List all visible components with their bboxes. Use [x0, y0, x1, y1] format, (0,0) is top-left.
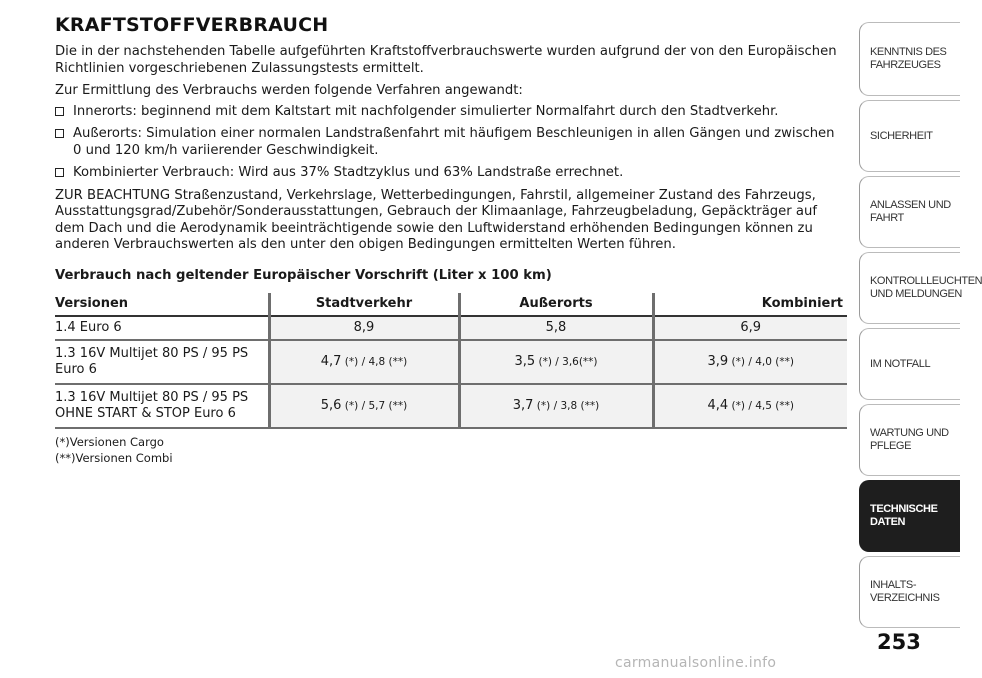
main-content	[55, 14, 847, 466]
footnote: (**)Versionen Combi	[55, 450, 173, 465]
version-cell: 1.3 16V Multijet 80 PS / 95 PS OHNE START & STOP Euro 6	[55, 384, 269, 428]
tab-kenntnis-des-fahrzeuges[interactable]: KENNTNIS DES FAHRZEUGES	[859, 22, 960, 96]
column-header-city: Stadtverkehr	[269, 293, 459, 316]
table-row	[55, 340, 847, 384]
column-header-combined: Kombiniert	[653, 293, 847, 316]
extra-urban-value: 3,5 (*) / 3,6(**)	[459, 340, 653, 384]
city-value: 4,7 (*) / 4,8 (**)	[269, 340, 459, 384]
table-title: Verbrauch nach geltender Europäischer Vorschrift (Liter x 100 km)	[55, 267, 552, 283]
table-row	[55, 316, 847, 340]
procedure-list	[55, 104, 847, 182]
watermark-text: carmanualsonline.info	[615, 655, 777, 671]
tab-kontrollleuchten[interactable]: KONTROLLLEUCHTEN UND MELDUNGEN	[859, 252, 960, 324]
column-header-extra-urban: Außerorts	[459, 293, 653, 316]
tab-sicherheit[interactable]: SICHERHEIT	[859, 100, 960, 172]
table-footnotes	[55, 434, 847, 466]
extra-urban-value: 5,8	[459, 316, 653, 340]
table-row	[55, 384, 847, 428]
tab-technische-daten[interactable]: TECHNISCHE DATEN	[859, 480, 960, 552]
list-item: Kombinierter Verbrauch: Wird aus 37% Stadtzyklus und 63% Landstraße errechnet.	[55, 165, 847, 182]
column-header-versions: Versionen	[55, 293, 269, 316]
procedures-intro: Zur Ermittlung des Verbrauchs werden folgende Verfahren angewandt:	[55, 83, 523, 98]
combined-value: 6,9	[653, 316, 847, 340]
checkbox-bullet-icon	[55, 107, 64, 116]
page-number: 253	[877, 630, 921, 654]
note-paragraph: ZUR BEACHTUNG Straßenzustand, Verkehrslage, Wetterbedingungen, Fahrstil, allgemeiner Zustand des Fahrzeugs, Ausstattungsgrad/Zubehör/Sonderausstattungen, Gebrauch der Klimaanlage, Fahrzeugbeladung, Gepäckträger auf dem Dach und die Aerodynamik beeinträchtigende sowie den Luftwiderstand erhöhenden Bedingungen können zu anderen Verbrauchswerten als den unter den obigen Bedingungen ermittelten Werten führen.	[55, 187, 817, 252]
intro-paragraph: Die in der nachstehenden Tabelle aufgeführten Kraftstoffverbrauchswerte wurden aufgrund der von den Europäischen Richtlinien vorgeschriebenen Zulassungstests ermittelt.	[55, 44, 837, 76]
city-value: 8,9	[269, 316, 459, 340]
version-cell: 1.4 Euro 6	[55, 316, 269, 340]
consumption-table	[55, 293, 847, 429]
combined-value: 4,4 (*) / 4,5 (**)	[653, 384, 847, 428]
tab-inhaltsverzeichnis[interactable]: INHALTS-VERZEICHNIS	[859, 556, 960, 628]
extra-urban-value: 3,7 (*) / 3,8 (**)	[459, 384, 653, 428]
footnote: (*)Versionen Cargo	[55, 434, 164, 449]
version-cell: 1.3 16V Multijet 80 PS / 95 PS Euro 6	[55, 340, 269, 384]
list-item: Außerorts: Simulation einer normalen Landstraßenfahrt mit häufigem Beschleunigen in allen Gängen und zwischen 0 und 120 km/h variierender Geschwindigkeit.	[55, 126, 847, 159]
checkbox-bullet-icon	[55, 168, 64, 177]
tab-anlassen-und-fahrt[interactable]: ANLASSEN UND FAHRT	[859, 176, 960, 248]
combined-value: 3,9 (*) / 4,0 (**)	[653, 340, 847, 384]
tab-im-notfall[interactable]: IM NOTFALL	[859, 328, 960, 400]
list-item: Innerorts: beginnend mit dem Kaltstart mit nachfolgender simulierter Normalfahrt durch den Stadtverkehr.	[55, 104, 847, 121]
checkbox-bullet-icon	[55, 129, 64, 138]
tab-wartung-und-pflege[interactable]: WARTUNG UND PFLEGE	[859, 404, 960, 476]
page-heading: KRAFTSTOFFVERBRAUCH	[55, 14, 329, 36]
city-value: 5,6 (*) / 5,7 (**)	[269, 384, 459, 428]
